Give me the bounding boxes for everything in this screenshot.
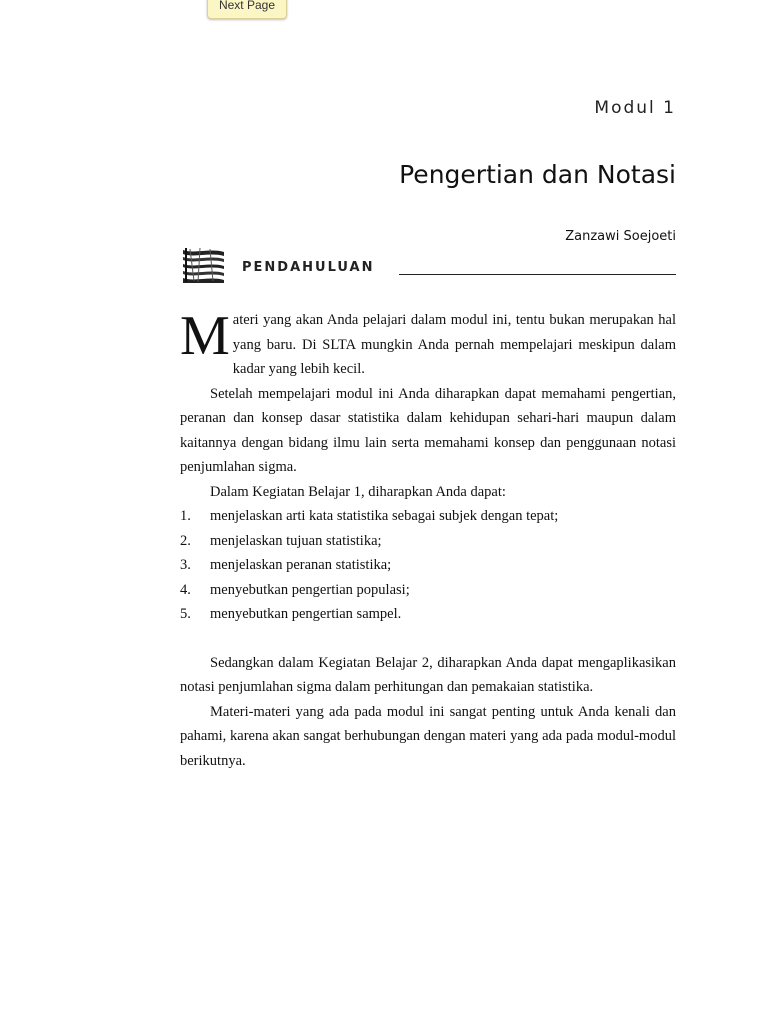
body-text	[180, 305, 676, 773]
list-item	[180, 578, 676, 603]
book-pages-icon	[180, 246, 227, 284]
author-name: Zanzawi Soejoeti	[565, 229, 676, 244]
list-text: menjelaskan tujuan statistika;	[210, 532, 382, 549]
list-item	[180, 602, 676, 627]
list-text: menjelaskan arti kata statistika sebagai subjek dengan tepat;	[210, 508, 559, 524]
page-title: Pengertian dan Notasi	[399, 160, 676, 189]
section-header	[180, 246, 676, 286]
intro-text: ateri yang akan Anda pelajari dalam modul ini, tentu bukan merupakan hal yang baru. Di SLTA mungkin Anda pernah mempelajari meskipun dalam kadar yang lebih kecil.	[232, 312, 676, 377]
section-heading: PENDAHULUAN	[242, 260, 375, 275]
list-item	[180, 504, 676, 529]
list-number: 4.	[180, 581, 191, 598]
spacer	[180, 627, 676, 651]
next-page-button[interactable]: Next Page	[207, 0, 287, 19]
list-number: 5.	[180, 606, 191, 622]
list-text: menjelaskan peranan statistika;	[210, 557, 392, 573]
list-text: menyebutkan pengertian populasi;	[210, 581, 410, 598]
module-label: Modul 1	[594, 98, 676, 118]
paragraph: Sedangkan dalam Kegiatan Belajar 2, diharapkan Anda dapat mengaplikasikan notasi penjumlahan sigma dalam perhitungan dan pemakaian statistika.	[180, 654, 676, 695]
list-item	[180, 553, 676, 578]
paragraph: Materi-materi yang ada pada modul ini sangat penting untuk Anda kenali dan pahami, karena akan sangat berhubungan dengan materi yang ada pada modul-modul berikutnya.	[180, 703, 676, 769]
section-divider	[399, 274, 676, 275]
list-number: 1.	[180, 508, 191, 524]
list-number: 3.	[180, 557, 191, 573]
paragraph: Setelah mempelajari modul ini Anda diharapkan dapat memahami pengertian, peranan dan konsep dasar statistika dalam kehidupan sehari-hari maupun dalam kaitannya dengan bidang ilmu lain serta memahami konsep dan penggunaan notasi penjumlahan sigma.	[180, 385, 676, 475]
list-text: menyebutkan pengertian sampel.	[210, 606, 402, 622]
drop-cap: M	[180, 305, 230, 367]
list-item	[180, 529, 676, 554]
list-number: 2.	[180, 532, 191, 549]
intro-paragraph	[180, 305, 676, 382]
paragraph: Dalam Kegiatan Belajar 1, diharapkan Anda dapat:	[210, 483, 506, 500]
objectives-list	[180, 504, 676, 627]
